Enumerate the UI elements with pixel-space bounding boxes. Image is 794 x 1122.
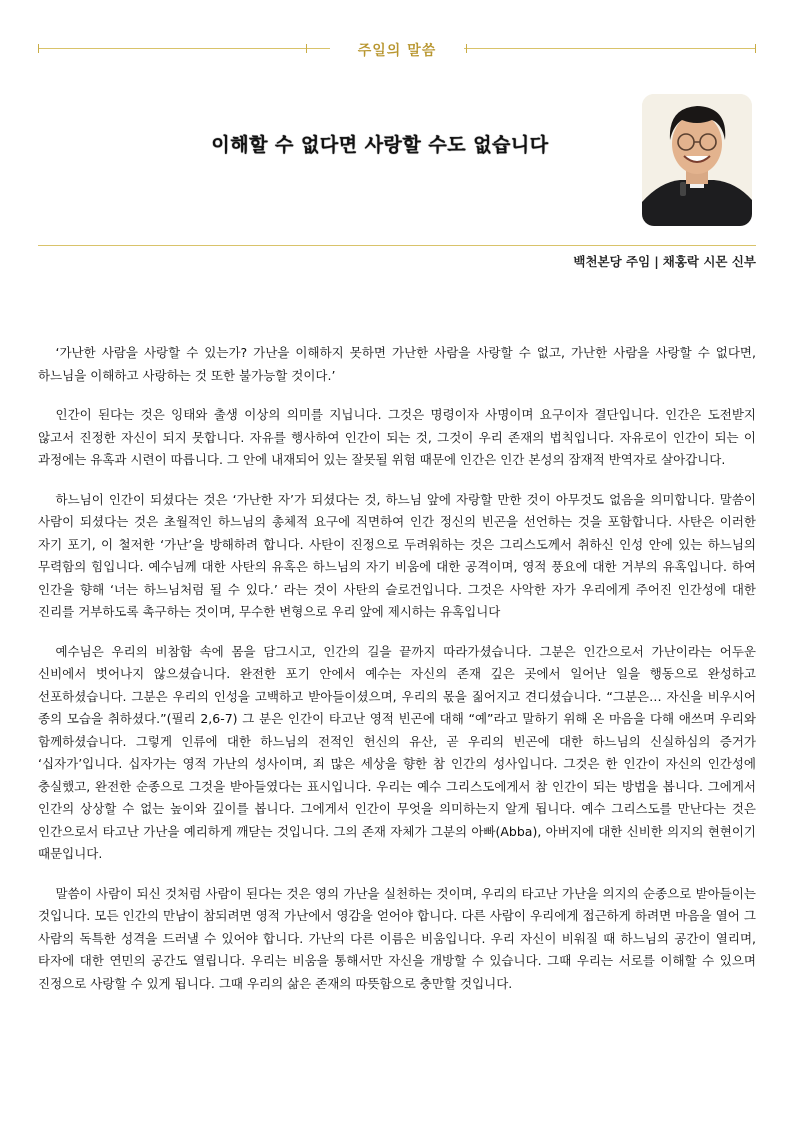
paragraph: 말씀이 사람이 되신 것처럼 사람이 된다는 것은 영의 가난을 실천하는 것이며, 우리의 타고난 가난을 의지의 순종으로 받아들이는 것입니다. 모든 인간의 만남이 참되려면 영적 가난에서 영감을 얻어야 합니다. 다른 사람이 우리에게 접근하게 하려면 마음을 열어 그 사람의 독특한 성격을 드러낼 수 있어야 합니다. 가난의 다른 이름은 비움입니다. 우리 자신이 비워질 때 하느님의 공간이 열리며, 타자에 대한 연민의 공간도 열립니다. 우리는 비움을 통해서만 자신을 개방할 수 있습니다. 그때 우리는 서로를 이해할 수 있으며 진정으로 사랑할 수 있게 됩니다. 그때 우리의 삶은 존재의 따뜻함으로 충만할 것입니다. [38, 885, 756, 991]
paragraph: 예수님은 우리의 비참함 속에 몸을 담그시고, 인간의 길을 끝까지 따라가셨습니다. 그분은 인간으로서 가난이라는 어두운 신비에서 벗어나지 않으셨습니다. 완전한 포기 안에서 예수는 자신의 존재 깊은 곳에서 일어난 일을 행동으로 완성하고 선포하셨습니다. 그분은 우리의 인성을 고백하고 받아들이셨으며, 우리의 몫을 짊어지고 견디셨습니다. “그분은… 자신을 비우시어 종의 모습을 취하셨다.”(필리 2,6-7) 그 분은 인간이 타고난 영적 빈곤에 대해 “예”라고 말하기 위해 온 마음을 다해 애쓰며 우리와 함께하셨습니다. 그렇게 인류에 대한 하느님의 전적인 헌신의 유산, 곧 우리의 빈곤에 대한 하느님의 신실하심의 증거가 ‘십자가’입니다. 십자가는 영적 가난의 성사이며, 죄 많은 세상을 향한 참 인간의 성사입니다. 그것은 한 인간이 자신의 인간성에 충실했고, 완전한 순종으로 그것을 받아들였다는 표시입니다. 우리는 예수 그리스도에게서 참 인간이 되는 방법을 봅니다. 그에게서 인간의 상상할 수 없는 높이와 깊이를 봅니다. 그에게서 인간이 무엇을 의미하는지 알게 됩니다. 예수 그리스도를 만난다는 것은 인간으로서 타고난 가난을 예리하게 깨닫는 것입니다. 그의 존재 자체가 그분의 아빠(Abba), 아버지에 대한 신비한 의지의 현현이기 때문입니다. [38, 643, 756, 861]
byline [573, 252, 756, 270]
paragraph: 인간이 된다는 것은 잉태와 출생 이상의 의미를 지닙니다. 그것은 명령이자 사명이며 요구이자 결단입니다. 인간은 도전받지 않고서 진정한 자신이 되지 못합니다. 자유를 행사하여 인간이 되는 것, 그것이 우리 존재의 법칙입니다. 자유로이 인간이 되는 이 과정에는 유혹과 시련이 따릅니다. 그 안에 내재되어 있는 잘못될 위험 때문에 인간은 인간 본성의 잠재적 반역자로 살아갑니다. [38, 407, 756, 467]
author-photo [642, 94, 752, 226]
title-divider [38, 245, 756, 246]
paragraph-quote: ‘가난한 사람을 사랑할 수 있는가? 가난을 이해하지 못하면 가난한 사람을 사랑할 수 없고, 가난한 사람을 사랑할 수 없다면, 하느님을 이해하고 사랑하는 것 또한 불가능할 것이다.’ [38, 345, 756, 383]
author-role: 백천본당 주임 [573, 254, 651, 269]
section-label-text: 주일의 말씀 [330, 43, 465, 59]
section-label [0, 40, 794, 60]
page-title: 이해할 수 없다면 사랑할 수도 없습니다 [211, 134, 549, 156]
author-portrait-image [642, 94, 752, 226]
byline-separator: | [654, 254, 659, 269]
author-name: 채홍락 시몬 신부 [662, 254, 756, 269]
paragraph: 하느님이 인간이 되셨다는 것은 ‘가난한 자’가 되셨다는 것, 하느님 앞에 자랑할 만한 것이 아무것도 없음을 의미합니다. 말씀이 사람이 되셨다는 것은 초월적인 하느님의 총체적 요구에 직면하여 인간 정신의 빈곤을 선언하는 것을 포함합니다. 사탄은 이러한 자기 포기, 이 철저한 ‘가난’을 방해하려 합니다. 사탄이 진정으로 두려워하는 것은 그리스도께서 취하신 인성 안에 있는 하느님의 무력함의 힘입니다. 예수님께 대한 사탄의 유혹은 하느님의 자기 비움에 대한 공격이며, 영적 풍요에 대한 거부의 유혹입니다. 하여 인간을 향해 ‘너는 하느님처럼 될 수 있다.’ 라는 것이 사탄의 슬로건입니다. 그것은 사악한 자가 우리에게 주어진 인간성에 대한 진리를 거부하도록 촉구하는 것이며, 무수한 변형으로 우리 앞에 제시하는 유혹입니다 [38, 491, 756, 619]
article-body [38, 342, 756, 1012]
